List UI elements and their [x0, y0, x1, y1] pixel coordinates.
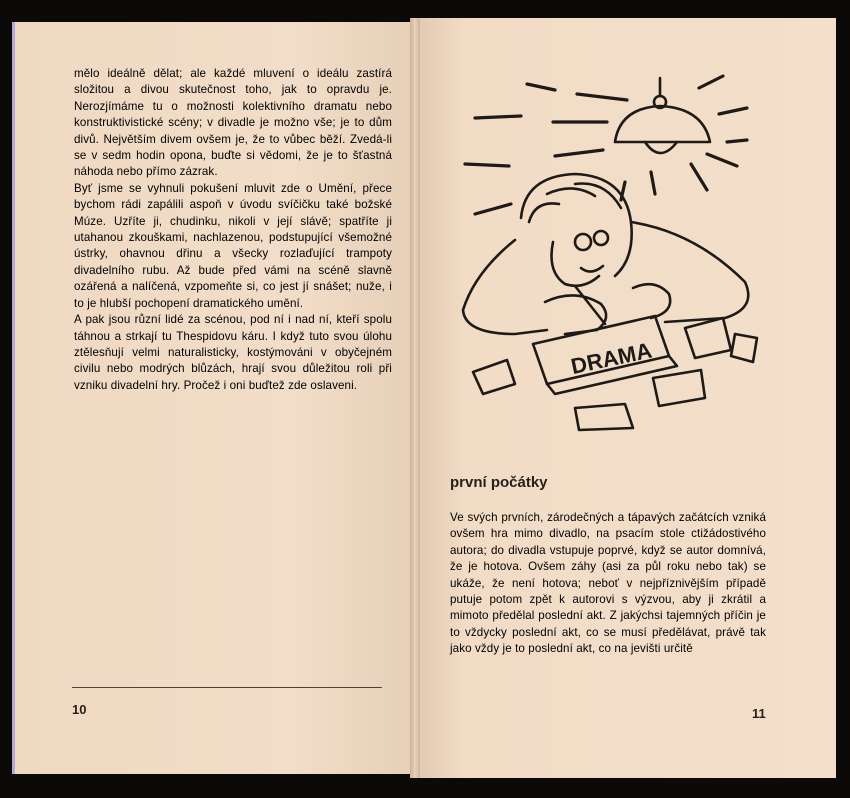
book-gutter — [410, 18, 420, 778]
manuscript-sheets — [533, 316, 677, 394]
ceiling-lamp-icon — [615, 78, 710, 153]
light-rays — [465, 76, 747, 214]
left-page-text — [74, 66, 392, 394]
right-paragraph-1: Ve svých prvních, zárodečných a tápavých začátcích vzniká ovšem hra mimo divadlo, na psacím stole ctižádostivého autora; do divadla vstupuje poprvé, když se autor domnívá, že je hotova. Ovšem záhy (asi za půl roku nebo tak) se ukáže, že není hotova; neboť v nejpříznivějším případě putuje potom zpět k autorovi s výzvou, aby ji zkrátil a mimoto předělal poslední akt. Z jakýchsi tajemných příčin je to vždycky poslední akt, co se musí předělávat, právě tak jako vždy je to poslední akt, co na jevišti určitě — [450, 511, 766, 656]
page-number-right: 11 — [752, 706, 766, 721]
author-writing-illustration — [455, 72, 765, 442]
page-number-left: 10 — [72, 702, 87, 717]
footer-rule — [72, 687, 382, 688]
manuscript-title: DRAMA — [568, 337, 655, 379]
left-paragraph-3: A pak jsou různí lidé za scénou, pod ní i nad ní, kteří spolu táhnou a strkají tu Thespidovu káru. I když tuto svou úlohu ztělesňují velmi naturalisticky, kostýmováni v obyčejném civilu nebo modrých blůzách, hrají svou důležitou roli při vzniku divadelní hry. Pročež i oni buďtež zde oslaveni. — [74, 313, 392, 392]
section-heading: první počátky — [450, 474, 548, 491]
writing-author-icon — [463, 174, 748, 334]
left-paragraph-1: mělo ideálně dělat; ale každé mluvení o ideálu zastírá složitou a divou skutečnost toho, jak to opravdu je. Nerozjímáme tu o možnosti kolektivního dramatu nebo konstruktivistické scény; v divadle je možno vše; je to dům divů. Největším divem ovšem je, že to vůbec běží. Zvedá-li se v sedm hodin opona, buďte si vědomi, že je to šťastná náhoda nebo přímo zázrak. — [74, 67, 392, 179]
left-paragraph-2: Byť jsme se vyhnuli pokušení mluvit zde o Umění, přece bychom rádi zapálili aspoň v úvodu svíčičku také božské Múze. Uzříte ji, chudinku, nikoli v její slávě; spatříte ji utahanou zkouškami, nachlazenou, podstupující všemožné ústrky, ohavnou dřinu a všecky rozlaďující trampoty divadelního rubu. Až bude před vámi na scéně slavně ozářená a nalíčená, vzpomeňte si, co jest jí snášet; nuže, i to je hlubší pochopení dramatického umění. — [74, 181, 392, 310]
right-page-text — [450, 510, 766, 658]
